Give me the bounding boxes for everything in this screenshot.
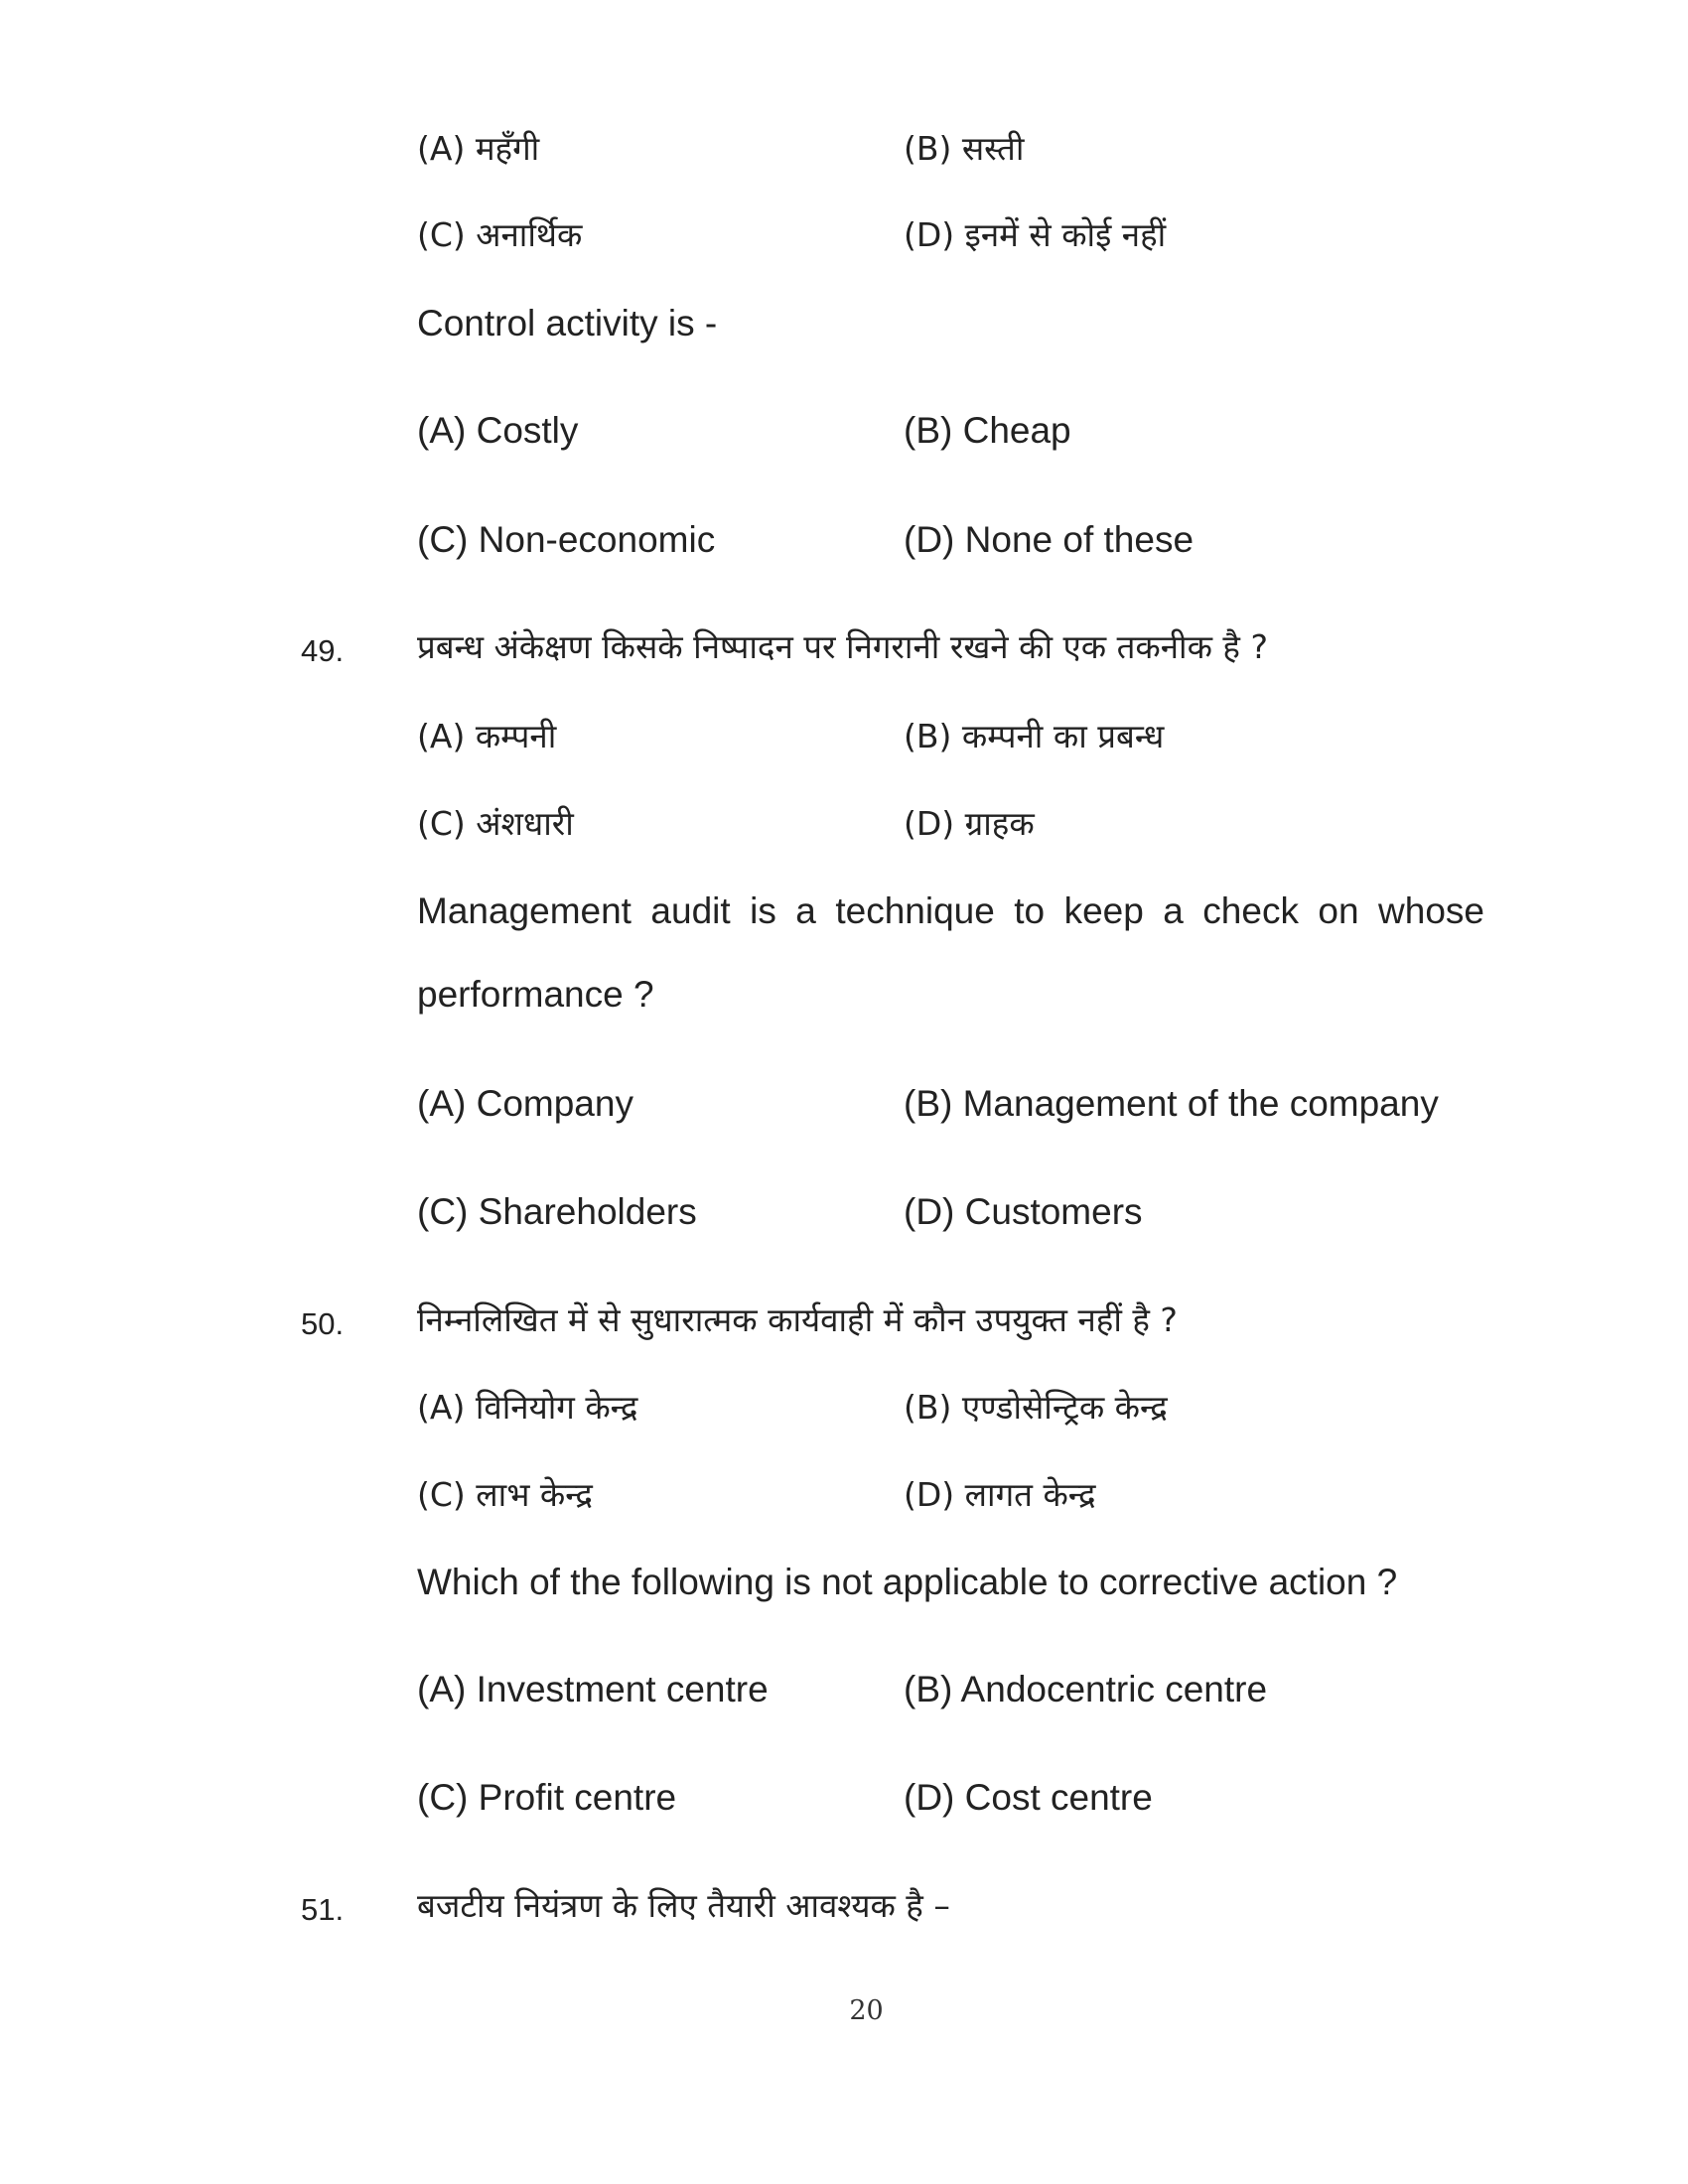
q48-option-a-hindi: (A) महँगी — [417, 129, 540, 168]
q48-option-d-english: (D) None of these — [904, 519, 1195, 560]
q50-option-d-english: (D) Cost centre — [904, 1777, 1153, 1818]
q49-question-english-line2: performance ? — [417, 974, 654, 1015]
q50-question-hindi: निम्नलिखित में से सुधारात्मक कार्यवाही में कौन उपयुक्त नहीं है ? — [417, 1300, 1178, 1339]
q49-question-english-line1: Management audit is a technique to keep a check on whose — [417, 890, 1484, 931]
q50-question-english: Which of the following is not applicable to corrective action ? — [417, 1562, 1398, 1602]
q50-number: 50. — [301, 1306, 345, 1341]
q48-option-d-hindi: (D) इनमें से कोई नहीं — [904, 215, 1167, 254]
q50-option-b-hindi: (B) एण्डोसेन्ट्रिक केन्द्र — [904, 1388, 1168, 1427]
page-number: 20 — [849, 1995, 884, 2026]
q49-question-hindi: प्रबन्ध अंकेक्षण किसके निष्पादन पर निगरानी रखने की एक तकनीक है ? — [417, 627, 1268, 666]
q50-option-a-hindi: (A) विनियोग केन्द्र — [417, 1388, 638, 1427]
q50-option-c-hindi: (C) लाभ केन्द्र — [417, 1475, 593, 1514]
q49-option-a-hindi: (A) कम्पनी — [417, 717, 557, 755]
q49-number: 49. — [301, 633, 345, 668]
q50-option-a-english: (A) Investment centre — [417, 1669, 769, 1709]
q49-option-b-english: (B) Management of the company — [904, 1083, 1439, 1124]
q49-option-d-english: (D) Customers — [904, 1191, 1143, 1232]
q48-option-b-english: (B) Cheap — [904, 410, 1071, 451]
q49-option-c-english: (C) Shareholders — [417, 1191, 697, 1232]
q51-number: 51. — [301, 1892, 345, 1927]
q49-option-c-hindi: (C) अंशधारी — [417, 804, 574, 843]
q48-option-a-english: (A) Costly — [417, 410, 579, 451]
q48-question-english: Control activity is - — [417, 303, 718, 343]
q51-question-hindi: बजटीय नियंत्रण के लिए तैयारी आवश्यक है – — [417, 1886, 950, 1925]
q48-option-b-hindi: (B) सस्ती — [904, 129, 1025, 168]
q50-option-c-english: (C) Profit centre — [417, 1777, 677, 1818]
q49-option-a-english: (A) Company — [417, 1083, 633, 1124]
q49-option-d-hindi: (D) ग्राहक — [904, 804, 1035, 843]
q50-option-d-hindi: (D) लागत केन्द्र — [904, 1475, 1096, 1514]
q48-option-c-english: (C) Non-economic — [417, 519, 716, 560]
q50-option-b-english: (B) Andocentric centre — [904, 1669, 1268, 1709]
q49-option-b-hindi: (B) कम्पनी का प्रबन्ध — [904, 717, 1165, 755]
q48-option-c-hindi: (C) अनार्थिक — [417, 215, 583, 254]
